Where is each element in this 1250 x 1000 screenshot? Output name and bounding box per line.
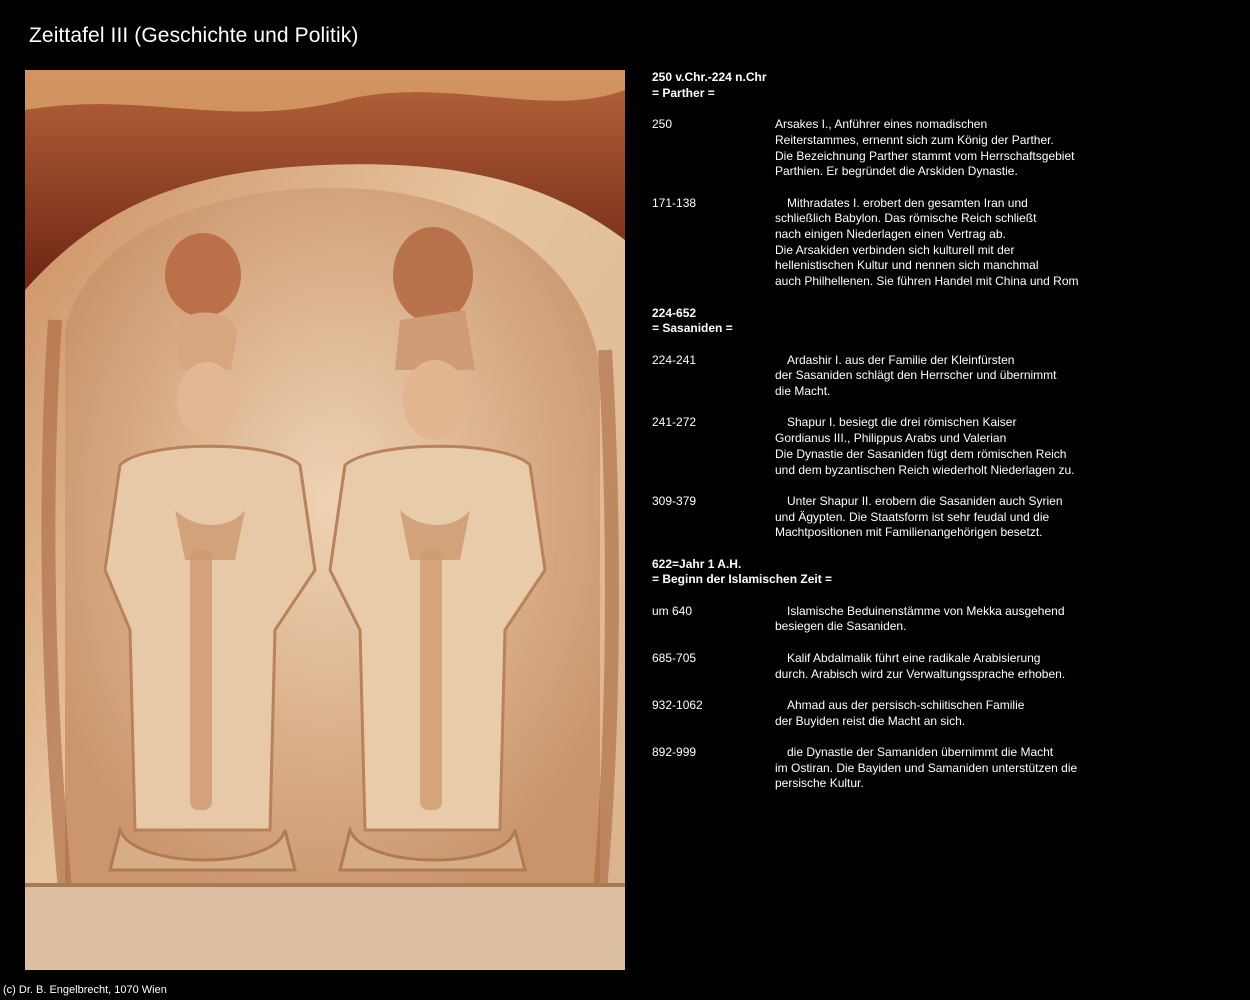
entry-date: 309-379: [652, 493, 697, 508]
timeline-entry: [652, 353, 1212, 400]
period-heading: 622=Jahr 1 A.H. = Beginn der Islamischen Zeit =: [652, 556, 833, 587]
entry-date: 241-272: [652, 415, 697, 430]
entry-text: Mithradates I. erobert den gesamten Iran und schließlich Babylon. Das römische Reich schließt nach einigen Niederlagen einen Vertrag ab. Die Arsakiden verbinden sich kulturell mit der hellenistischen Kultur und nennen sich manchmal auch Philhellenen. Sie führen Handel mit China und Rom: [775, 195, 1079, 289]
timeline-entry: [652, 698, 1212, 729]
entry-date: 224-241: [652, 352, 697, 367]
entry-date: 892-999: [652, 745, 697, 760]
entry-text: Ahmad aus der persisch-schiitischen Familie der Buyiden reist die Macht an sich.: [775, 697, 1025, 728]
entry-text: Kalif Abdalmalik führt eine radikale Arabisierung durch. Arabisch wird zur Verwaltungssprache erhoben.: [775, 650, 1066, 681]
timeline-entry: [652, 745, 1212, 792]
timeline-entry: [652, 415, 1212, 478]
period-heading: 250 v.Chr.-224 n.Chr = Parther =: [652, 70, 767, 100]
entry-text: Ardashir I. aus der Familie der Kleinfürsten der Sasaniden schlägt den Herrscher und übernimmt die Macht.: [775, 352, 1057, 398]
entry-text: die Dynastie der Samaniden übernimmt die Macht im Ostiran. Die Bayiden und Samaniden unterstützen die persische Kultur.: [775, 745, 1078, 791]
timeline: [652, 70, 1212, 808]
entry-text: Islamische Beduinenstämme von Mekka ausgehend besiegen die Sasaniden.: [775, 603, 1065, 634]
entry-date: 685-705: [652, 650, 697, 665]
entry-text: Arsakes I., Anführer eines nomadischen Reiterstammes, ernennt sich zum König der Parther. Die Bezeichnung Parther stammt vom Herrschaftsgebiet Parthien. Er begründet die Arskiden Dynastie.: [775, 117, 1075, 179]
page-title: Zeittafel III (Geschichte und Politik): [29, 24, 359, 47]
timeline-entry: [652, 494, 1212, 541]
timeline-entry: [652, 117, 1212, 180]
timeline-entry: [652, 604, 1212, 635]
timeline-entry: [652, 196, 1212, 290]
rock-relief-photo: [25, 70, 625, 970]
entry-date: 250: [652, 117, 673, 132]
entry-text: Unter Shapur II. erobern die Sasaniden auch Syrien und Ägypten. Die Staatsform ist sehr feudal und die Machtpositionen mit Familienangehörigen besetzt.: [775, 493, 1063, 540]
entry-date: um 640: [652, 603, 693, 618]
timeline-entry: [652, 651, 1212, 682]
period-heading: 224-652 = Sasaniden =: [652, 305, 733, 336]
entry-date: 932-1062: [652, 697, 703, 712]
entry-text: Shapur I. besiegt die drei römischen Kaiser Gordianus III., Philippus Arabs und Valerian Die Dynastie der Sasaniden fügt dem römischen Reich und dem byzantischen Reich wiederholt Niederlagen zu.: [775, 415, 1075, 477]
entry-date: 171-138: [652, 195, 697, 210]
copyright-footer: (c) Dr. B. Engelbrecht, 1070 Wien: [3, 984, 167, 996]
